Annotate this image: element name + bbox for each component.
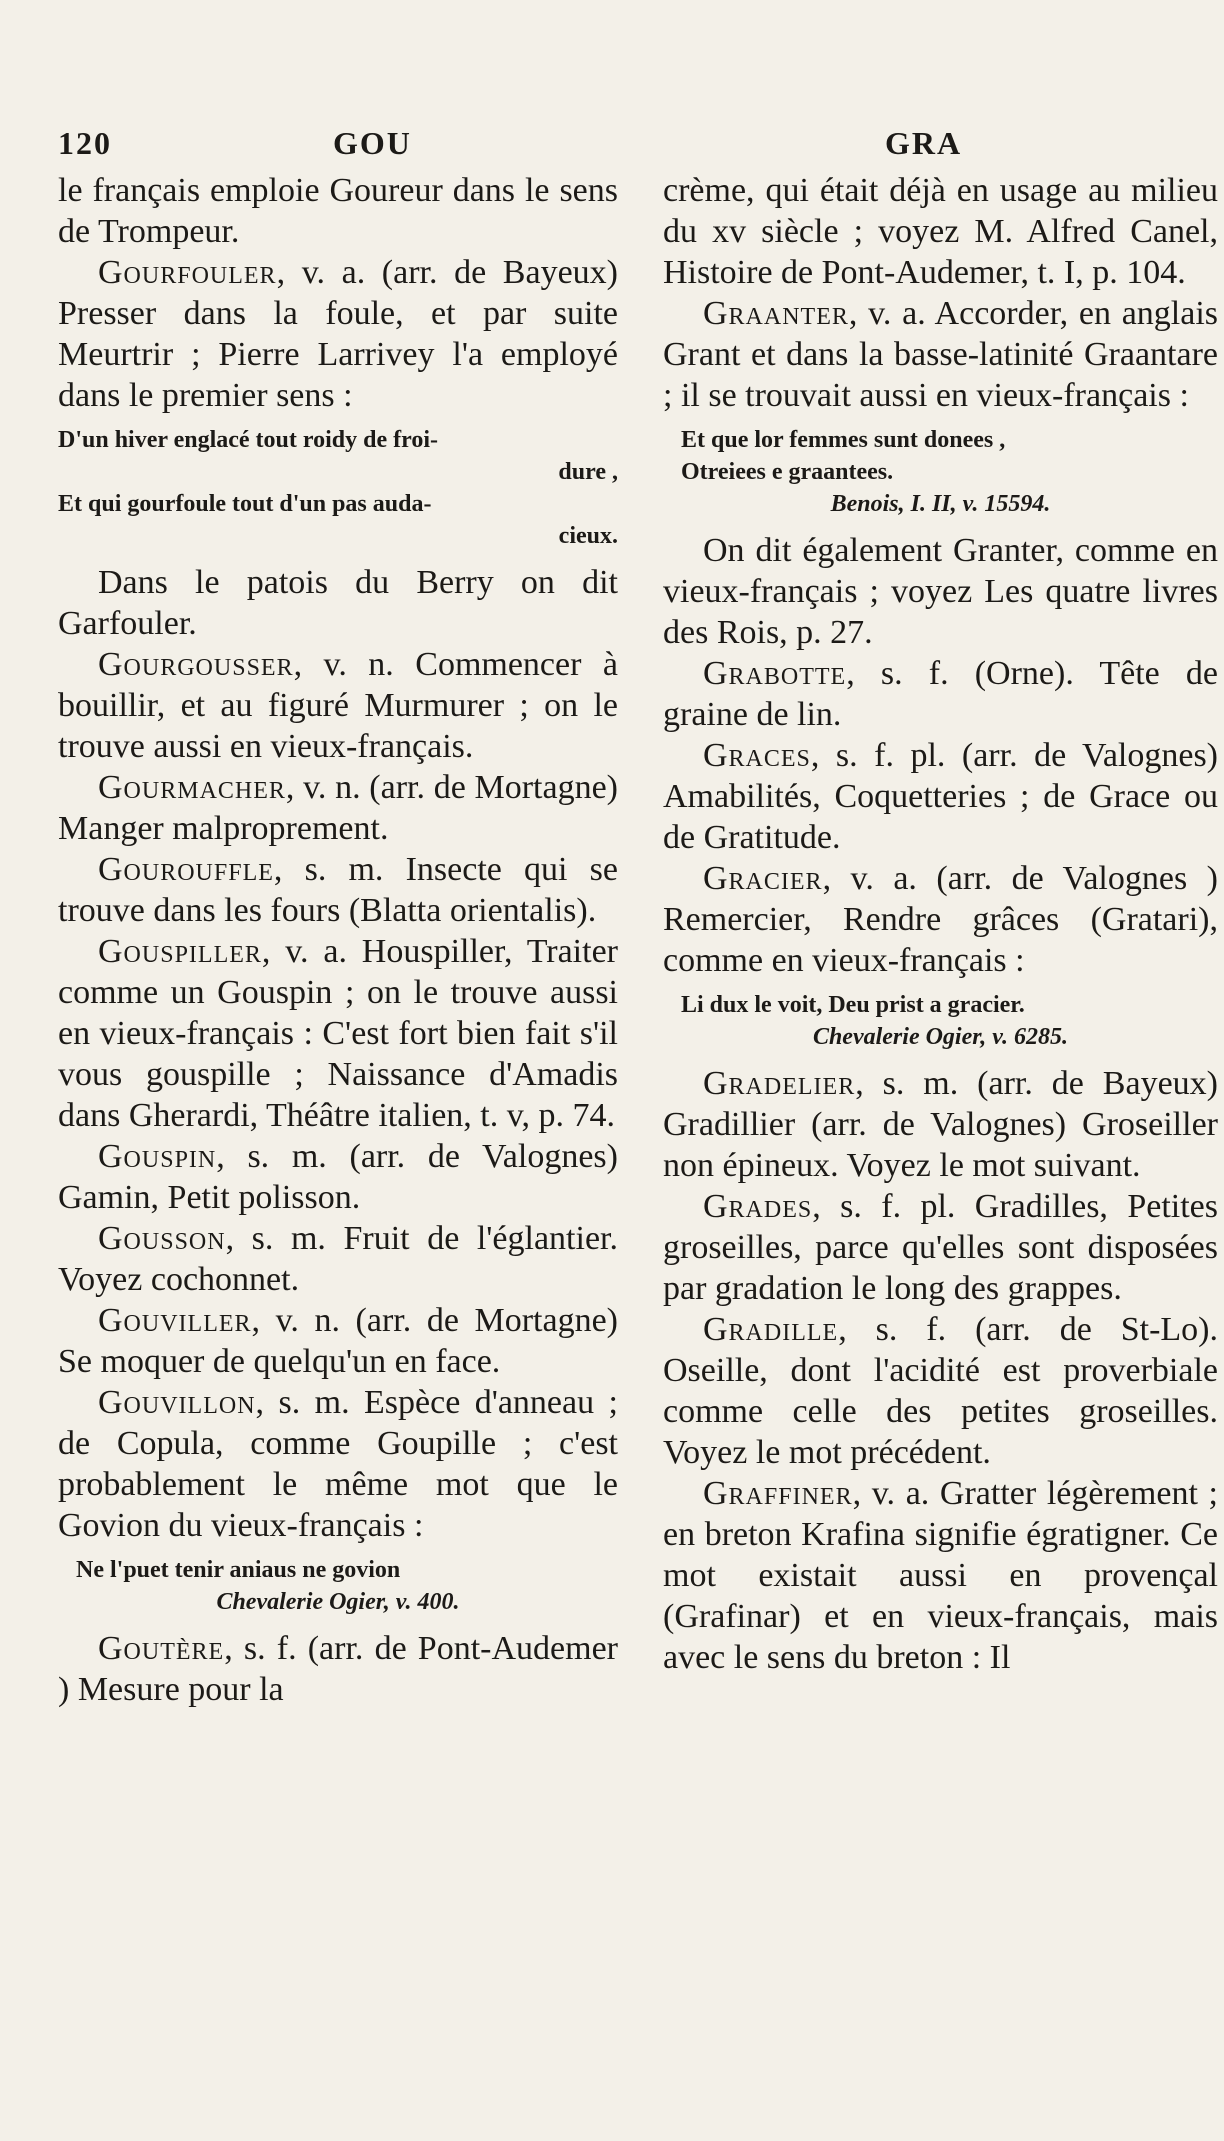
- quote-line: Et qui gourfoule tout d'un pas auda-: [58, 491, 432, 517]
- quote-source: Benois, I. II, v. 15594.: [830, 491, 1051, 517]
- headword: Graffiner: [703, 1475, 853, 1512]
- definition: , s. m. Espèce d'anneau ; de Copula, comme Goupille ; c'est probablement le même mot que le Govion du vieux-français :: [58, 1384, 618, 1544]
- headword: Gousson: [98, 1220, 226, 1257]
- headword: Gourouffle: [98, 851, 274, 888]
- entry-gouspin: [58, 1136, 618, 1218]
- entry-grades: [663, 1186, 1218, 1309]
- entry-gourfouler: [58, 252, 618, 416]
- definition: , v. a. (arr. de Valognes ) Remercier, Rendre grâces (Gratari), comme en vieux-français :: [663, 860, 1218, 979]
- headword: Grades: [703, 1188, 813, 1225]
- definition: , v. n. (arr. de Mortagne) Se moquer de quelqu'un en face.: [58, 1302, 618, 1380]
- quote-line: dure ,: [558, 459, 618, 485]
- definition: , s. f. pl. (arr. de Valognes) Amabilités, Coquetteries ; de Grace ou de Gratitude.: [663, 737, 1218, 856]
- entry-gradille: [663, 1309, 1218, 1473]
- entry-gracier: [663, 858, 1218, 981]
- headword: Gouspiller: [98, 933, 262, 970]
- headword: Gradelier: [703, 1065, 856, 1102]
- entry-graces: [663, 735, 1218, 858]
- headword: Graces: [703, 737, 811, 774]
- quotation: [663, 989, 1218, 1053]
- quote-line: cieux.: [558, 523, 618, 549]
- definition: , s. f. (arr. de Pont-Audemer ) Mesure pour la: [58, 1630, 618, 1708]
- headword: Gouviller: [98, 1302, 252, 1339]
- definition: , v. n. Commencer à bouillir, et au figuré Murmurer ; on le trouve aussi en vieux-français.: [58, 646, 618, 765]
- definition: , v. a. Gratter légèrement ; en breton Krafina signifie égratigner. Ce mot existait aussi en provençal (Grafinar) et en vieux-français, mais avec le sens du breton : Il: [663, 1475, 1218, 1676]
- definition: , v. a. Accorder, en anglais Grant et dans la basse-latinité Graantare ; il se trouvait aussi en vieux-français :: [663, 295, 1218, 414]
- definition: , v. n. (arr. de Mortagne) Manger malproprement.: [58, 769, 618, 847]
- definition: , s. m. (arr. de Bayeux) Gradillier (arr. de Valognes) Groseiller non épineux. Voyez le mot suivant.: [663, 1065, 1218, 1184]
- definition: , v. a. (arr. de Bayeux) Presser dans la foule, et par suite Meurtrir ; Pierre Larrivey l'a employé dans le premier sens :: [58, 254, 618, 414]
- running-head-right: GRA: [885, 125, 963, 161]
- entry-gouviller: [58, 1300, 618, 1382]
- definition: , s. m. (arr. de Valognes) Gamin, Petit polisson.: [58, 1138, 618, 1216]
- definition: , s. m. Insecte qui se trouve dans les fours (Blatta orientalis).: [58, 851, 618, 929]
- definition: , s. f. pl. Gradilles, Petites groseilles, parce qu'elles sont disposées par gradation le long des grappes.: [663, 1188, 1218, 1307]
- running-header: [0, 125, 1224, 175]
- quote-line: Otreiees e graantees.: [681, 459, 894, 485]
- quote-source: Chevalerie Ogier, v. 6285.: [812, 1024, 1069, 1050]
- definition: , s. f. (arr. de St-Lo). Oseille, dont l'acidité est proverbiale comme celle des petites groseilles. Voyez le mot précédent.: [663, 1311, 1218, 1471]
- left-column: [58, 170, 618, 1710]
- entry-gourouffle: [58, 849, 618, 931]
- quotation: [58, 424, 618, 552]
- entry-gradelier: [663, 1063, 1218, 1186]
- definition: , s. m. Fruit de l'églantier. Voyez cochonnet.: [58, 1220, 618, 1298]
- quote-line: Et que lor femmes sunt donees ,: [681, 427, 1006, 453]
- page-number: 120: [58, 125, 112, 161]
- headword: Grabotte: [703, 655, 847, 692]
- headword: Graanter: [703, 295, 849, 332]
- definition: , v. a. Houspiller, Traiter comme un Gouspin ; on le trouve aussi en vieux-français : C'est fort bien fait s'il vous gouspille ; Naissance d'Amadis dans Gherardi, Théâtre italien, t. v, p. 74.: [58, 933, 618, 1134]
- paragraph: Dans le patois du Berry on dit Garfouler.: [58, 564, 618, 642]
- headword: Gourgousser: [98, 646, 294, 683]
- paragraph: On dit également Granter, comme en vieux-français ; voyez Les quatre livres des Rois, p. 27.: [663, 532, 1218, 651]
- quote-source: Chevalerie Ogier, v. 400.: [216, 1589, 460, 1615]
- quote-line: Ne l'puet tenir aniaus ne govion: [76, 1557, 401, 1583]
- entry-gouterre: [58, 1628, 618, 1710]
- headword: Gourfouler: [98, 254, 277, 291]
- headword: Gracier: [703, 860, 823, 897]
- headword: Gouspin: [98, 1138, 217, 1175]
- headword: Goutère: [98, 1630, 225, 1667]
- paragraph: crème, qui était déjà en usage au milieu du xv siècle ; voyez M. Alfred Canel, Histoire de Pont-Audemer, t. I, p. 104.: [663, 172, 1218, 291]
- entry-grabotte: [663, 653, 1218, 735]
- paragraph: le français emploie Goureur dans le sens de Trompeur.: [58, 172, 618, 250]
- entry-gourmacher: [58, 767, 618, 849]
- quotation: [663, 424, 1218, 520]
- entry-gousson: [58, 1218, 618, 1300]
- entry-gourgousser: [58, 644, 618, 767]
- quote-line: D'un hiver englacé tout roidy de froi-: [58, 427, 438, 453]
- entry-gouspiller: [58, 931, 618, 1136]
- quotation: [58, 1554, 618, 1618]
- headword: Gradille: [703, 1311, 839, 1348]
- entry-graanter: [663, 293, 1218, 416]
- quote-line: Li dux le voit, Deu prist a gracier.: [681, 992, 1025, 1018]
- headword: Gourmacher: [98, 769, 286, 806]
- right-column: [663, 170, 1218, 1678]
- entry-graffiner: [663, 1473, 1218, 1678]
- headword: Gouvillon: [98, 1384, 256, 1421]
- definition: , s. f. (Orne). Tête de graine de lin.: [663, 655, 1218, 733]
- entry-gouvillon: [58, 1382, 618, 1546]
- running-head-left: GOU: [333, 125, 412, 161]
